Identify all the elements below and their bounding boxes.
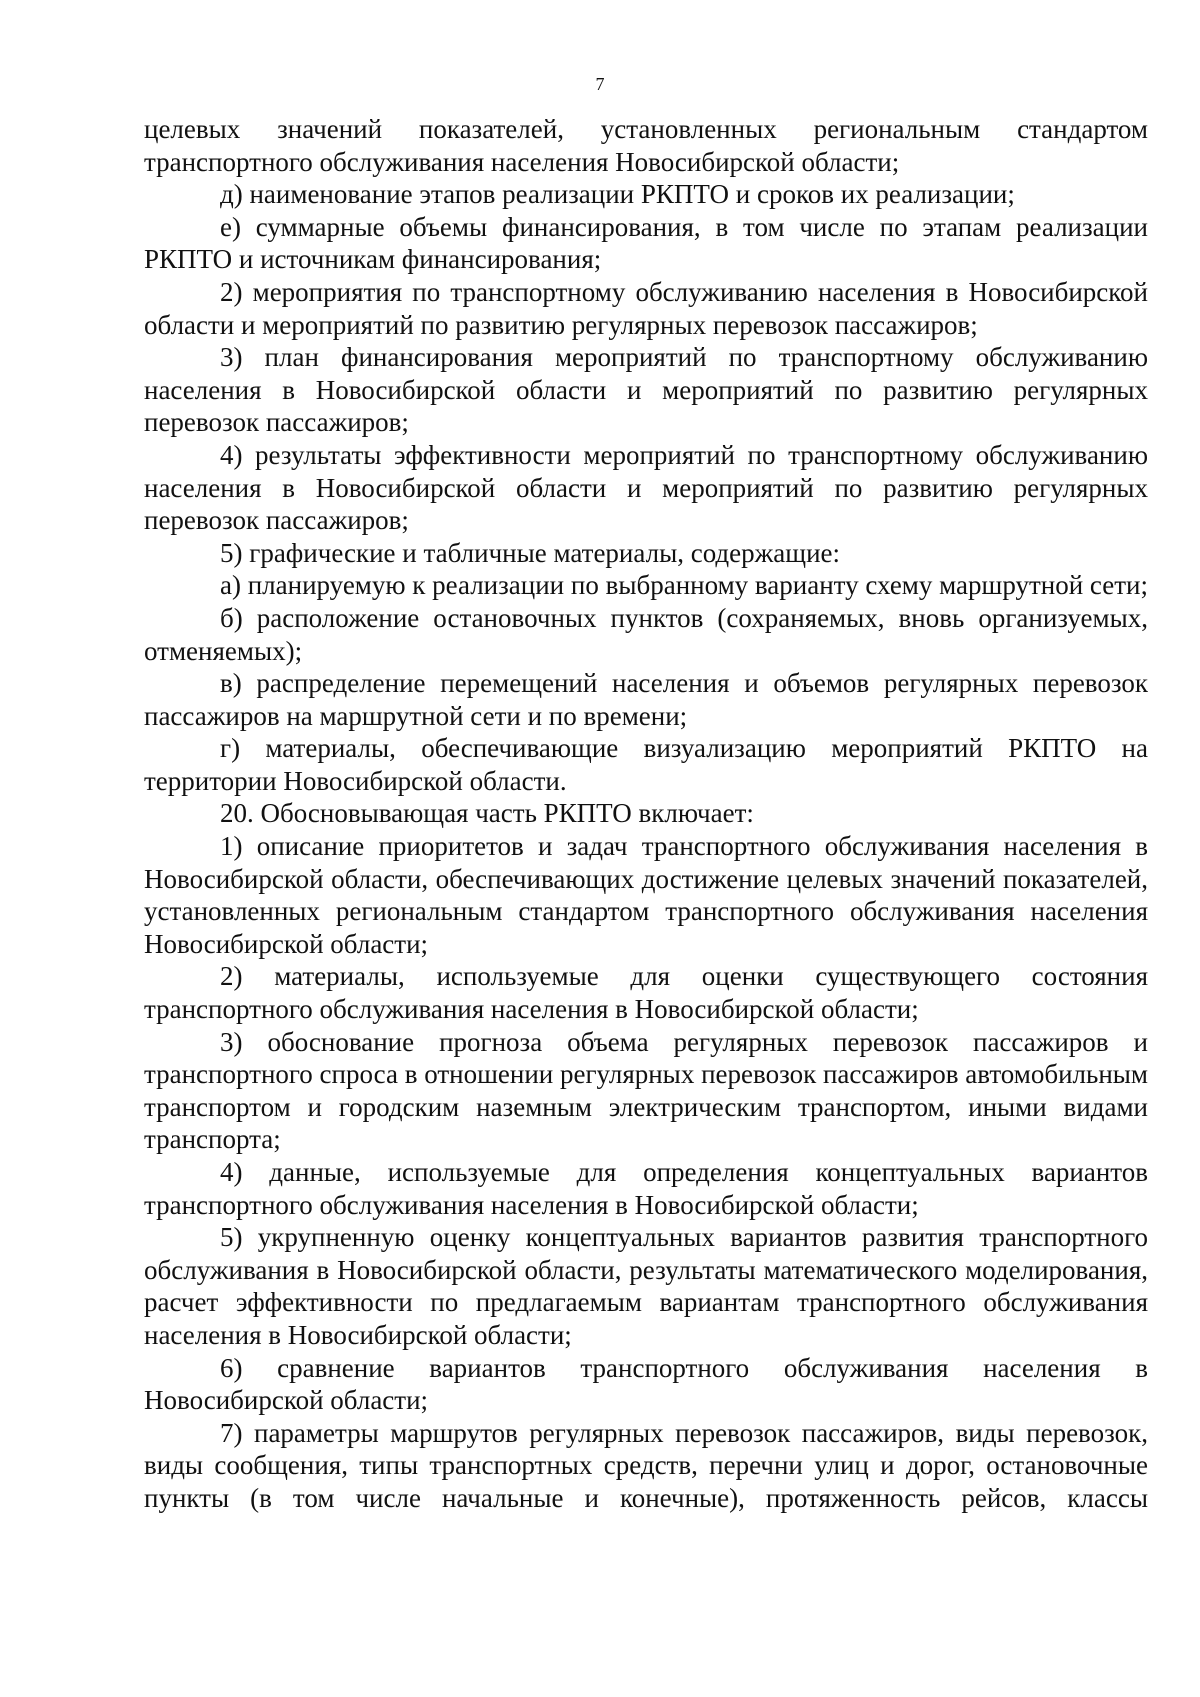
document-body — [144, 113, 1148, 1515]
paragraph: 20. Обосновывающая часть РКПТО включает: — [220, 798, 754, 829]
paragraph: 3) обоснование прогноза объема регулярных перевозок пассажиров и транспортного спроса в отношении регулярных перевозок пассажиров автомобильным транспортом и городским наземным электрическим транспортом, иными видами транспорта; — [144, 1026, 1148, 1155]
paragraph: целевых значений показателей, установленных региональным стандартом транспортного обслуживания населения Новосибирской области; — [144, 114, 1148, 177]
paragraph: 3) план финансирования мероприятий по транспортному обслуживанию населения в Новосибирской области и мероприятий по развитию регулярных перевозок пассажиров; — [144, 342, 1148, 438]
paragraph: г) материалы, обеспечивающие визуализацию мероприятий РКПТО на территории Новосибирской области. — [144, 733, 1148, 796]
paragraph: 1) описание приоритетов и задач транспортного обслуживания населения в Новосибирской области, обеспечивающих достижение целевых значений показателей, установленных региональным стандартом транспортного обслуживания населения Новосибирской области; — [144, 831, 1148, 959]
paragraph: 2) материалы, используемые для оценки существующего состояния транспортного обслуживания населения в Новосибирской области; — [144, 961, 1148, 1025]
paragraph: 5) графические и табличные материалы, содержащие: — [220, 537, 841, 568]
paragraph: 4) результаты эффективности мероприятий по транспортному обслуживанию населения в Новосибирской области и мероприятий по развитию регулярных перевозок пассажиров; — [144, 439, 1148, 536]
page-number: 7 — [595, 74, 605, 94]
paragraph: 2) мероприятия по транспортному обслуживанию населения в Новосибирской области и мероприятий по развитию регулярных перевозок пассажиров; — [144, 276, 1148, 340]
paragraph: 5) укрупненную оценку концептуальных вариантов развития транспортного обслуживания в Новосибирской области, результаты математического моделирования, расчет эффективности по предлагаемым вариантам транспортного обслуживания населения в Новосибирской области; — [144, 1222, 1148, 1350]
paragraph: д) наименование этапов реализации РКПТО и сроков их реализации; — [220, 179, 1015, 210]
paragraph: 7) параметры маршрутов регулярных перевозок пассажиров, виды перевозок, виды сообщения, типы транспортных средств, перечни улиц и дорог, остановочные пункты (в том числе начальные и конечные), протяженность рейсов, классы — [144, 1417, 1148, 1513]
paragraph: в) распределение перемещений населения и объемов регулярных перевозок пассажиров на маршрутной сети и по времени; — [144, 668, 1148, 731]
paragraph: а) планируемую к реализации по выбранному варианту схему маршрутной сети; — [220, 570, 1148, 601]
paragraph: е) суммарные объемы финансирования, в том числе по этапам реализации РКПТО и источникам финансирования; — [144, 211, 1148, 275]
paragraph: 6) сравнение вариантов транспортного обслуживания населения в Новосибирской области; — [144, 1352, 1148, 1416]
paragraph: 4) данные, используемые для определения концептуальных вариантов транспортного обслуживания населения в Новосибирской области; — [144, 1157, 1148, 1220]
paragraph: б) расположение остановочных пунктов (сохраняемых, вновь организуемых, отменяемых); — [144, 602, 1148, 666]
